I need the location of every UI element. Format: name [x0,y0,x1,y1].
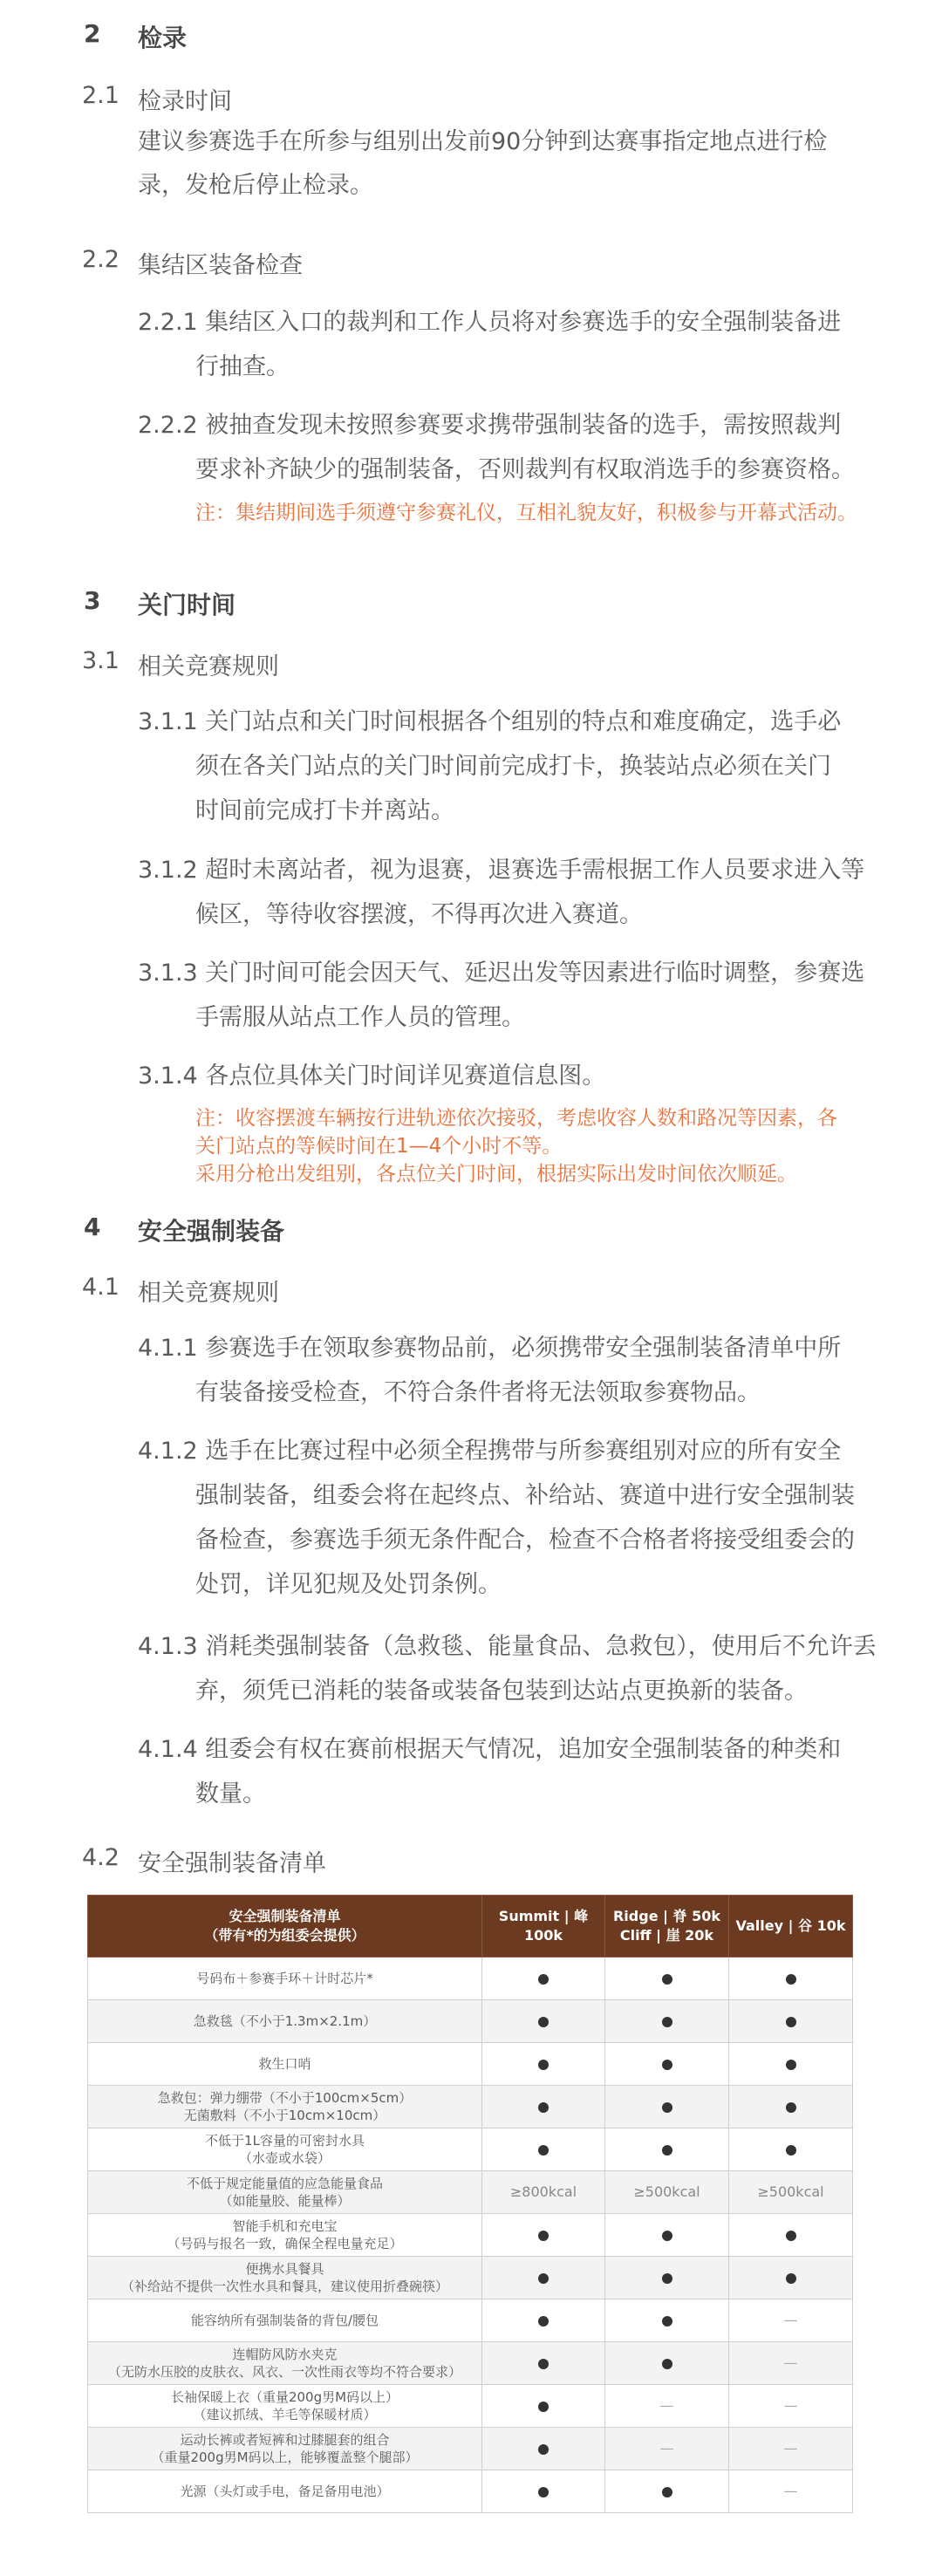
gear-item-name [88,2043,482,2086]
rule-line: 手需服从站点工作人员的管理。 [195,1004,525,1031]
gear-item-name [88,2000,482,2043]
header-valley: Valley | 谷 10k [729,1896,853,1958]
gear-item-name [88,2342,482,2385]
cell-ridge [605,2086,729,2128]
not-required-dash: — [783,2440,798,2456]
cell-ridge [605,2299,729,2342]
required-dot-icon [786,2017,796,2027]
cell-summit [482,1958,605,2000]
section-number: 3 [84,586,101,615]
rule-line: 数量。 [195,1780,266,1807]
subsection-title: 集结区装备检查 [138,252,303,279]
gear-item-line: （如能量胶、能量棒） [219,2193,351,2209]
not-required-dash: — [659,2397,674,2414]
rule-4-1-3 [138,1624,877,1713]
cell-summit [482,2428,605,2470]
cell-valley [729,2214,853,2257]
header-summit: Summit | 峰 100k [482,1896,605,1958]
not-required-dash: — [783,2312,798,2328]
gear-item-name [88,2128,482,2171]
cell-summit [482,2385,605,2428]
required-dot-icon [662,2316,672,2327]
rule-line: 2.2.2 被抽查发现未按照参赛要求携带强制装备的选手，需按照裁判 [138,412,842,439]
rule-line: 3.1.4 各点位具体关门时间详见赛道信息图。 [138,1063,606,1090]
header-line: （带有*的为组委会提供） [204,1927,365,1944]
required-dot-icon [662,2273,672,2284]
cell-valley [729,2128,853,2171]
rule-line: 要求补齐缺少的强制装备，否则裁判有权取消选手的参赛资格。 [195,456,855,483]
gear-item-line: 无菌敷料（不小于10cm×10cm） [183,2108,386,2123]
required-dot-icon [538,2017,549,2027]
cell-valley [729,1958,853,2000]
gear-item-line: （建议抓绒、羊毛等保暖材质） [193,2407,377,2422]
cell-summit [482,2342,605,2385]
required-dot-icon [662,2231,672,2241]
subsection-number: 3.1 [82,647,119,674]
subsection-number: 4.1 [82,1274,119,1301]
cell-ridge [605,1958,729,2000]
table-row [88,2086,853,2128]
cell-valley [729,2428,853,2470]
cell-valley [729,2086,853,2128]
gear-item-line: 能容纳所有强制装备的背包/腰包 [190,2313,379,2328]
required-dot-icon [538,2402,549,2412]
table-row [88,2470,853,2513]
cell-summit [482,2043,605,2086]
required-dot-icon [786,2231,796,2241]
rule-line: 弃，须凭已消耗的装备或装备包装到达站点更换新的装备。 [195,1677,808,1705]
cell-valley [729,2171,853,2214]
not-required-dash: — [659,2440,674,2456]
required-dot-icon [538,2273,549,2284]
table-row [88,2342,853,2385]
required-dot-icon [538,2231,549,2241]
required-dot-icon [786,2145,796,2156]
section-title: 关门时间 [138,591,236,619]
required-dot-icon [538,1974,549,1985]
rule-line: 3.1.2 超时未离站者，视为退赛，退赛选手需根据工作人员要求进入等 [138,857,865,884]
gear-item-name [88,2171,482,2214]
cell-summit [482,2000,605,2043]
cell-valley [729,2470,853,2513]
required-dot-icon [538,2145,549,2156]
cell-ridge [605,2428,729,2470]
rule-line: 候区，等待收容摆渡，不得再次进入赛道。 [195,901,643,928]
gear-item-name [88,2257,482,2299]
cell-valley [729,2385,853,2428]
gear-item-line: 光源（头灯或手电，备足备用电池） [180,2484,390,2499]
cell-ridge [605,2342,729,2385]
gear-item-name [88,2428,482,2470]
note-3-1 [195,1104,837,1188]
rule-line: 4.1.3 消耗类强制装备（急救毯、能量食品、急救包），使用后不允许丢 [138,1633,877,1660]
table-row [88,2214,853,2257]
gear-item-name [88,2470,482,2513]
gear-item-line: （水壶或水袋） [238,2150,331,2166]
gear-item-name [88,2214,482,2257]
required-dot-icon [662,1974,672,1985]
cell-summit [482,2257,605,2299]
cell-ridge [605,2171,729,2214]
subsection-title: 检录时间 [138,88,232,115]
header-line: 安全强制装备清单 [229,1908,341,1924]
rule-3-1-1 [138,700,853,833]
subsection-title: 相关竞赛规则 [138,1280,279,1307]
subsection-title: 相关竞赛规则 [138,653,279,680]
energy-requirement: ≥800kcal [509,2183,577,2200]
required-dot-icon [662,2060,672,2070]
gear-item-line: （补给站不提供一次性水具和餐具，建议使用折叠碗筷） [120,2279,448,2294]
cell-summit [482,2470,605,2513]
gear-item-line: 长袖保暖上衣（重量200g男M码以上） [170,2389,399,2405]
rule-line: 行抽查。 [195,353,290,380]
header-item [88,1896,482,1958]
rule-3-1-4 [138,1054,853,1098]
rule-line: 4.1.4 组委会有权在赛前根据天气情况，追加安全强制装备的种类和 [138,1736,842,1763]
required-dot-icon [538,2060,549,2070]
required-dot-icon [538,2359,549,2369]
required-dot-icon [662,2102,672,2113]
gear-item-name [88,1958,482,2000]
required-dot-icon [662,2017,672,2027]
rule-line: 4.1.2 选手在比赛过程中必须全程携带与所参赛组别对应的所有安全 [138,1438,842,1465]
cell-ridge [605,2214,729,2257]
gear-item-line: （无防水压胶的皮肤衣、风衣、一次性雨衣等均不符合要求） [107,2364,461,2380]
required-dot-icon [662,2145,672,2156]
cell-ridge [605,2000,729,2043]
rule-line: 4.1.1 参赛选手在领取参赛物品前，必须携带安全强制装备清单中所 [138,1335,842,1362]
energy-requirement: ≥500kcal [757,2183,824,2200]
table-row [88,2299,853,2342]
table-body [88,1958,853,2513]
gear-item-line: 急救包：弹力绷带（不小于100cm×5cm） [157,2090,413,2106]
header-ridge-cliff [605,1896,729,1958]
gear-item-line: 便携水具餐具 [245,2261,324,2277]
gear-item-line: 智能手机和充电宝 [232,2218,338,2234]
section-title: 安全强制装备 [138,1217,285,1246]
gear-item-line: （重量200g男M码以上，能够覆盖整个腿部） [151,2450,419,2465]
rule-2-2-2 [138,403,853,492]
cell-summit [482,2171,605,2214]
note-line: 采用分枪出发组别，各点位关门时间，根据实际出发时间依次顺延。 [195,1163,797,1186]
rule-line: 强制装备，组委会将在起终点、补给站、赛道中进行安全强制装 [195,1482,855,1509]
gear-item-name [88,2385,482,2428]
mandatory-gear-table [87,1895,853,2513]
required-dot-icon [538,2316,549,2327]
gear-item-line: 运动长裤或者短裤和过膝腿套的组合 [180,2432,390,2448]
paragraph-2-1 [138,120,827,208]
section-number: 4 [84,1213,101,1241]
cell-ridge [605,2385,729,2428]
required-dot-icon [786,2060,796,2070]
table-row [88,2171,853,2214]
paragraph-line: 录，发枪后停止检录。 [138,172,373,199]
rule-2-2-1 [138,300,853,389]
rule-line: 有装备接受检查，不符合条件者将无法领取参赛物品。 [195,1379,761,1406]
required-dot-icon [662,2359,672,2369]
cell-valley [729,2299,853,2342]
required-dot-icon [662,2487,672,2497]
rule-line: 备检查，参赛选手须无条件配合，检查不合格者将接受组委会的 [195,1527,855,1554]
gear-item-line: 连帽防风防水夹克 [232,2347,338,2362]
not-required-dash: — [783,2354,798,2371]
table-row [88,2128,853,2171]
cell-ridge [605,2257,729,2299]
gear-item-line: 号码布＋参赛手环＋计时芯片* [196,1971,373,1986]
table-row [88,2043,853,2086]
subsection-title: 安全强制装备清单 [138,1850,326,1877]
required-dot-icon [538,2487,549,2497]
rule-line: 须在各关门站点的关门时间前完成打卡，换装站点必须在关门 [195,753,831,780]
required-dot-icon [786,2102,796,2113]
rule-line: 3.1.1 关门站点和关门时间根据各个组别的特点和难度确定，选手必 [138,708,842,735]
table-row [88,2428,853,2470]
rule-line: 2.2.1 集结区入口的裁判和工作人员将对参赛选手的安全强制装备进 [138,309,842,336]
rule-line: 3.1.3 关门时间可能会因天气、延迟出发等因素进行临时调整，参赛选 [138,960,865,987]
cell-valley [729,2000,853,2043]
note-line: 注：收容摆渡车辆按行进轨迹依次接驳，考虑收容人数和路况等因素，各 [195,1107,837,1130]
note-2-2 [195,499,857,527]
gear-item-line: 救生口哨 [258,2056,311,2072]
required-dot-icon [786,2273,796,2284]
cell-summit [482,2299,605,2342]
rule-3-1-2 [138,848,865,937]
rule-3-1-3 [138,951,865,1040]
section-title: 检录 [138,24,188,52]
cell-summit [482,2214,605,2257]
gear-item-line: 不低于规定能量值的应急能量食品 [186,2176,383,2191]
paragraph-line: 建议参赛选手在所参与组别出发前90分钟到达赛事指定地点进行检 [138,128,828,155]
gear-item-name [88,2086,482,2128]
cell-ridge [605,2043,729,2086]
rule-line: 时间前完成打卡并离站。 [195,797,454,824]
required-dot-icon [786,1974,796,1985]
cell-valley [729,2342,853,2385]
table-row [88,2257,853,2299]
gear-item-name [88,2299,482,2342]
table-row [88,2000,853,2043]
rule-4-1-1 [138,1326,853,1415]
not-required-dash: — [783,2483,798,2499]
header-line: Cliff | 崖 20k [619,1927,714,1944]
cell-ridge [605,2470,729,2513]
gear-item-line: 不低于1L容量的可密封水具 [205,2133,365,2149]
rule-4-1-4 [138,1727,853,1816]
required-dot-icon [538,2102,549,2113]
rule-4-1-2 [138,1429,853,1607]
not-required-dash: — [783,2397,798,2414]
rule-line: 处罚，详见犯规及处罚条例。 [195,1571,502,1598]
header-line: Ridge | 脊 50k [612,1908,721,1924]
note-line: 注：集结期间选手须遵守参赛礼仪，互相礼貌友好，积极参与开幕式活动。 [195,502,857,524]
subsection-number: 2.1 [82,82,119,109]
table-row [88,2385,853,2428]
subsection-number: 2.2 [82,246,119,273]
cell-ridge [605,2128,729,2171]
table-row [88,1958,853,2000]
note-line: 关门站点的等候时间在1—4个小时不等。 [195,1135,563,1158]
energy-requirement: ≥500kcal [633,2183,700,2200]
cell-summit [482,2086,605,2128]
cell-valley [729,2257,853,2299]
cell-valley [729,2043,853,2086]
required-dot-icon [538,2444,549,2455]
subsection-number: 4.2 [82,1844,119,1871]
gear-item-line: （号码与报名一致，确保全程电量充足） [167,2236,403,2251]
cell-summit [482,2128,605,2171]
section-number: 2 [84,19,101,48]
table-header-row [88,1896,853,1958]
gear-item-line: 急救毯（不小于1.3m×2.1m） [193,2013,377,2029]
